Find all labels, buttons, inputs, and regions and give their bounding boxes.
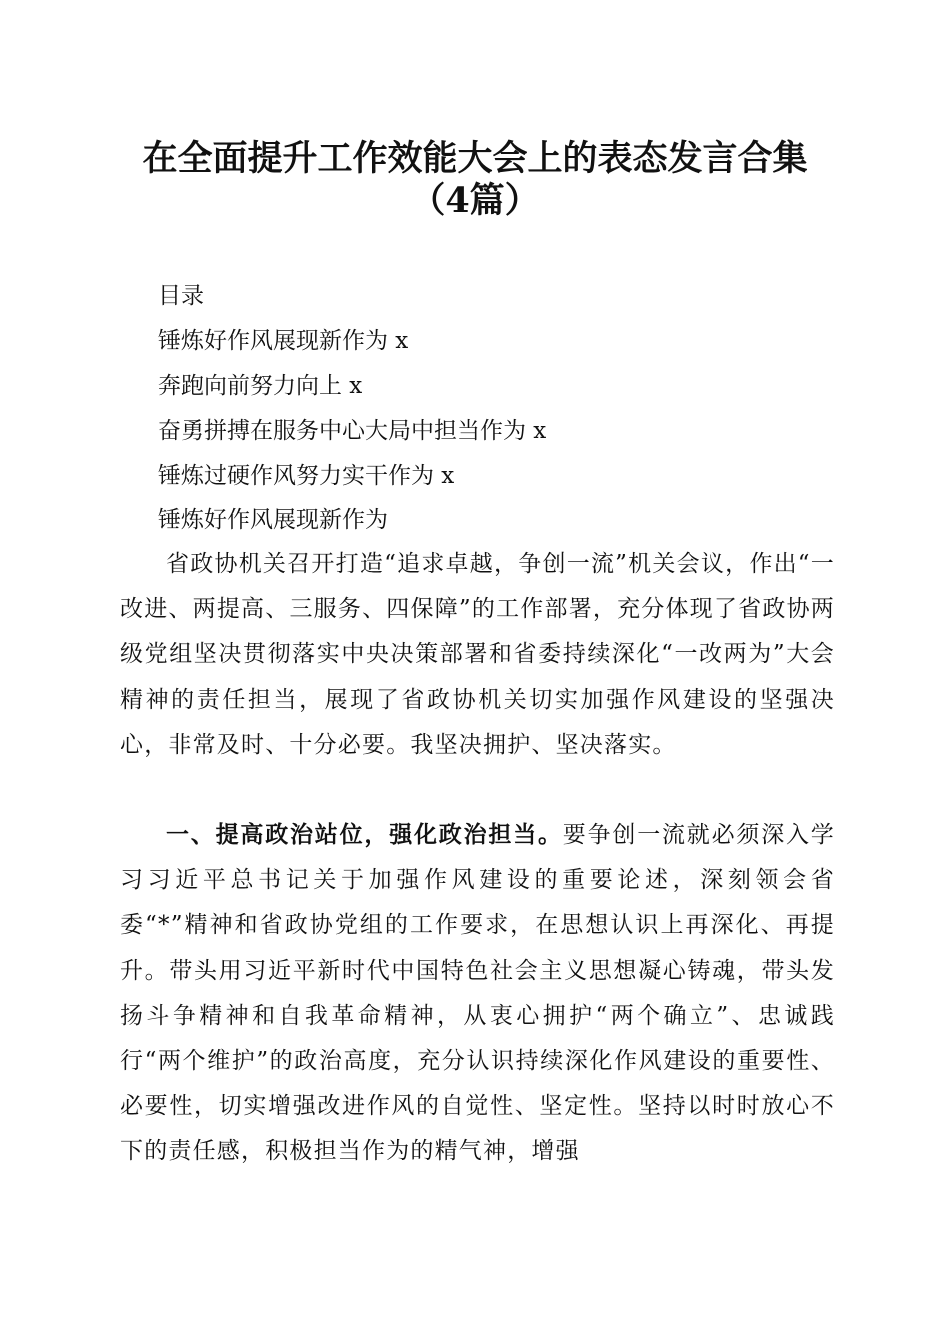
toc-heading: 目录 [158, 283, 204, 309]
paragraph-body: 要争创一流就必须深入学习习近平总书记关于加强作风建设的重要论述，深刻领会省委“*”精神和省政协党组的工作要求，在思想认识上再深化、再提升。带头用习近平新时代中国特色社会主义思想凝心铸魂，带头发扬斗争精神和自我革命精神，从衷心拥护“两个确立”、忠诚践行“两个维护”的政治高度，充分认识持续深化作风建设的重要性、必要性，切实增强改进作风的自觉性、坚定性。坚持以时时放心不下的责任感，积极担当作为的精气神，增强 [120, 822, 835, 1165]
body-paragraph [120, 812, 835, 1175]
section-title: 锤炼好作风展现新作为 [158, 507, 388, 533]
body-paragraph: 省政协机关召开打造“追求卓越，争创一流”机关会议，作出“一改进、两提高、三服务、四保障”的工作部署，充分体现了省政协两级党组坚决贯彻落实中央决策部署和省委持续深化“一改两为”大会精神的责任担当，展现了省政协机关切实加强作风建设的坚强决心，非常及时、十分必要。我坚决拥护、坚决落实。 [120, 551, 835, 758]
document-title: 在全面提升工作效能大会上的表态发言合集 [142, 138, 808, 179]
toc-item: 锤炼好作风展现新作为 x [158, 328, 409, 354]
toc-item: 锤炼过硬作风努力实干作为 x [158, 463, 455, 489]
document-subtitle: （4篇） [410, 180, 540, 221]
toc-item: 奔跑向前努力向上 x [158, 373, 363, 399]
paragraph-heading: 一、提高政治站位，强化政治担当。 [166, 821, 563, 848]
toc-item: 奋勇拼搏在服务中心大局中担当作为 x [158, 418, 547, 444]
